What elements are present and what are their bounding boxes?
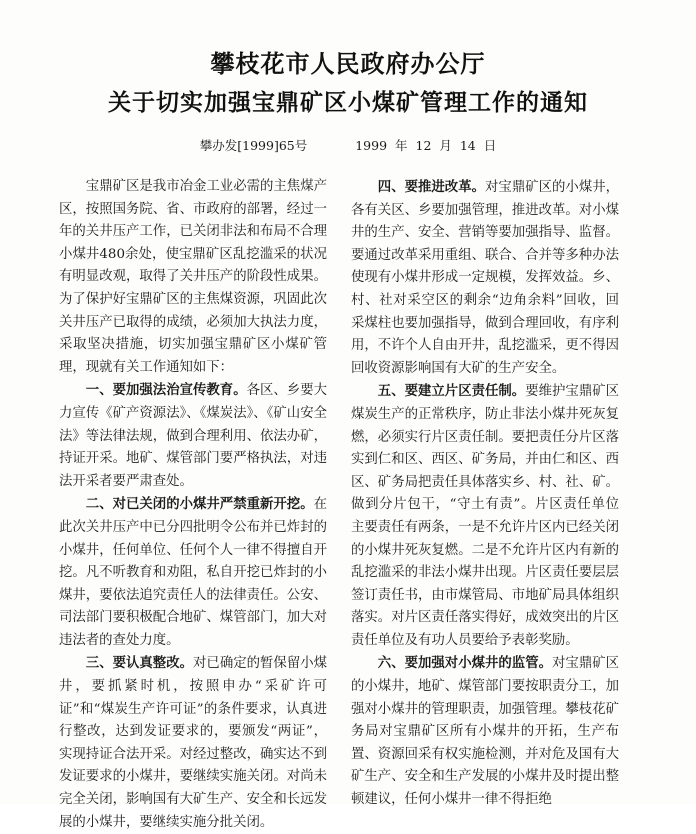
section-6 — [351, 652, 619, 811]
section-2 — [59, 493, 327, 652]
issuer-title: 攀枝花市人民政府办公厅 — [210, 49, 486, 78]
section-3-body: 对已确定的暂保留小煤井，要抓紧时机，按照申办“采矿许可证”和“煤炭生产许可证”的条件要求，认真进行整改，达到发证要求的，要颁发“两证”，实现持证合法开采。对经过整改，确实达不到发证要求的小煤井，要继续实施关闭。对尚未完全关闭，影响国有大矿生产、安全和长远发展的小煤井，要继续实施分批关闭。 — [59, 656, 328, 830]
intro-paragraph: 宝鼎矿区是我市冶金工业必需的主焦煤产区，按照国务院、省、市政府的部署，经过一年的关井压产工作，已关闭非法和布局不合理小煤井480余处，使宝鼎矿区乱挖滥采的状况有明显改观，取得了关井压产的阶段性成果。为了保护好宝鼎矿区的主焦煤资源，巩固此次关井压产已取得的成绩，必须加大执法力度，采取坚决措施，切实加强宝鼎矿区小煤矿管理，现就有关工作通知如下： — [59, 179, 327, 375]
section-3-heading: 三、要认真整改。 — [85, 655, 194, 672]
section-4-heading: 四、要推进改革。 — [377, 179, 486, 195]
section-1-body: 各区、乡要大力宣传《矿产资源法》、《煤炭法》、《矿山安全法》等法律法规，做到合理利用、依法办矿，持证开采。地矿、煤管部门要严格执法，对违法开采者要严肃查处。 — [59, 383, 328, 489]
section-6-heading: 六、要加强对小煤井的监管。 — [377, 655, 553, 672]
section-2-heading: 二、对已关闭的小煤井严禁重新开挖。 — [85, 496, 314, 513]
section-1-heading: 一、要加强法治宣传教育。 — [85, 382, 247, 399]
section-5-heading: 五、要建立片区责任制。 — [377, 383, 526, 400]
section-5 — [351, 380, 619, 652]
section-1 — [59, 379, 327, 493]
document-date: 1999 年 12 月 14 日 — [355, 138, 497, 153]
section-6-body: 对宝鼎矿区的小煤井，地矿、煤管部门要按职责分工，加强对小煤井的管理职责，加强管理。攀枝花矿务局对宝鼎矿区所有小煤井的开拓，生产布置、资源回采有权实施检测，并对危及国有大矿生产、安全和生产发展的小煤井及时提出整顿建议，任何小煤井一律不得拒绝 — [351, 656, 620, 808]
section-5-body: 要维护宝鼎矿区煤炭生产的正常秩序，防止非法小煤井死灰复燃，必须实行片区责任制。要把责任分片区落实到仁和区、西区、矿务局，并由仁和区、西区、矿务局把责任具体落实乡、村、社、矿。做到分片包干，“守土有责”。片区责任单位主要责任有两条，一是不允许片区内已经关闭的小煤井死灰复燃。二是不允许片区内有新的乱挖滥采的非法小煤井出现。片区责任要层层签订责任书，由市煤管局、市地矿局具体组织落实。对片区责任落实得好，成效突出的片区责任单位及有功人员要给予表彰奖励。 — [351, 384, 620, 648]
section-4-body: 对宝鼎矿区的小煤井，各有关区、乡要加强管理，推进改革。对小煤井的生产、安全、营销等要加强指导、监督。要通过改革采用重组、联合、合并等多种办法使现有小煤井形成一定规模，发挥效益。乡、村、社对采空区的剩余“边角余料”回收，回采煤柱也要加强指导，做到合理回收，有序利用，不许个人自由开井，乱挖滥采，更不得因回收资源影响国有大矿的生产安全。 — [351, 180, 620, 376]
right-column — [351, 176, 619, 812]
document-number: 攀办发[1999]65号 — [199, 138, 308, 153]
left-column — [59, 176, 327, 834]
section-2-body: 在此次关井压产中已分四批明令公布并已炸封的小煤井，任何单位、任何个人一律不得擅自开挖。凡不听教育和劝阻，私自开挖已炸封的小煤井，要依法追究责任人的法律责任。公安、司法部门要积极配合地矿、煤管部门，加大对违法者的查处力度。 — [59, 497, 327, 648]
section-4 — [351, 176, 619, 380]
notice-title: 关于切实加强宝鼎矿区小煤矿管理工作的通知 — [108, 89, 588, 116]
document-reference — [0, 136, 696, 154]
section-3 — [59, 652, 327, 834]
